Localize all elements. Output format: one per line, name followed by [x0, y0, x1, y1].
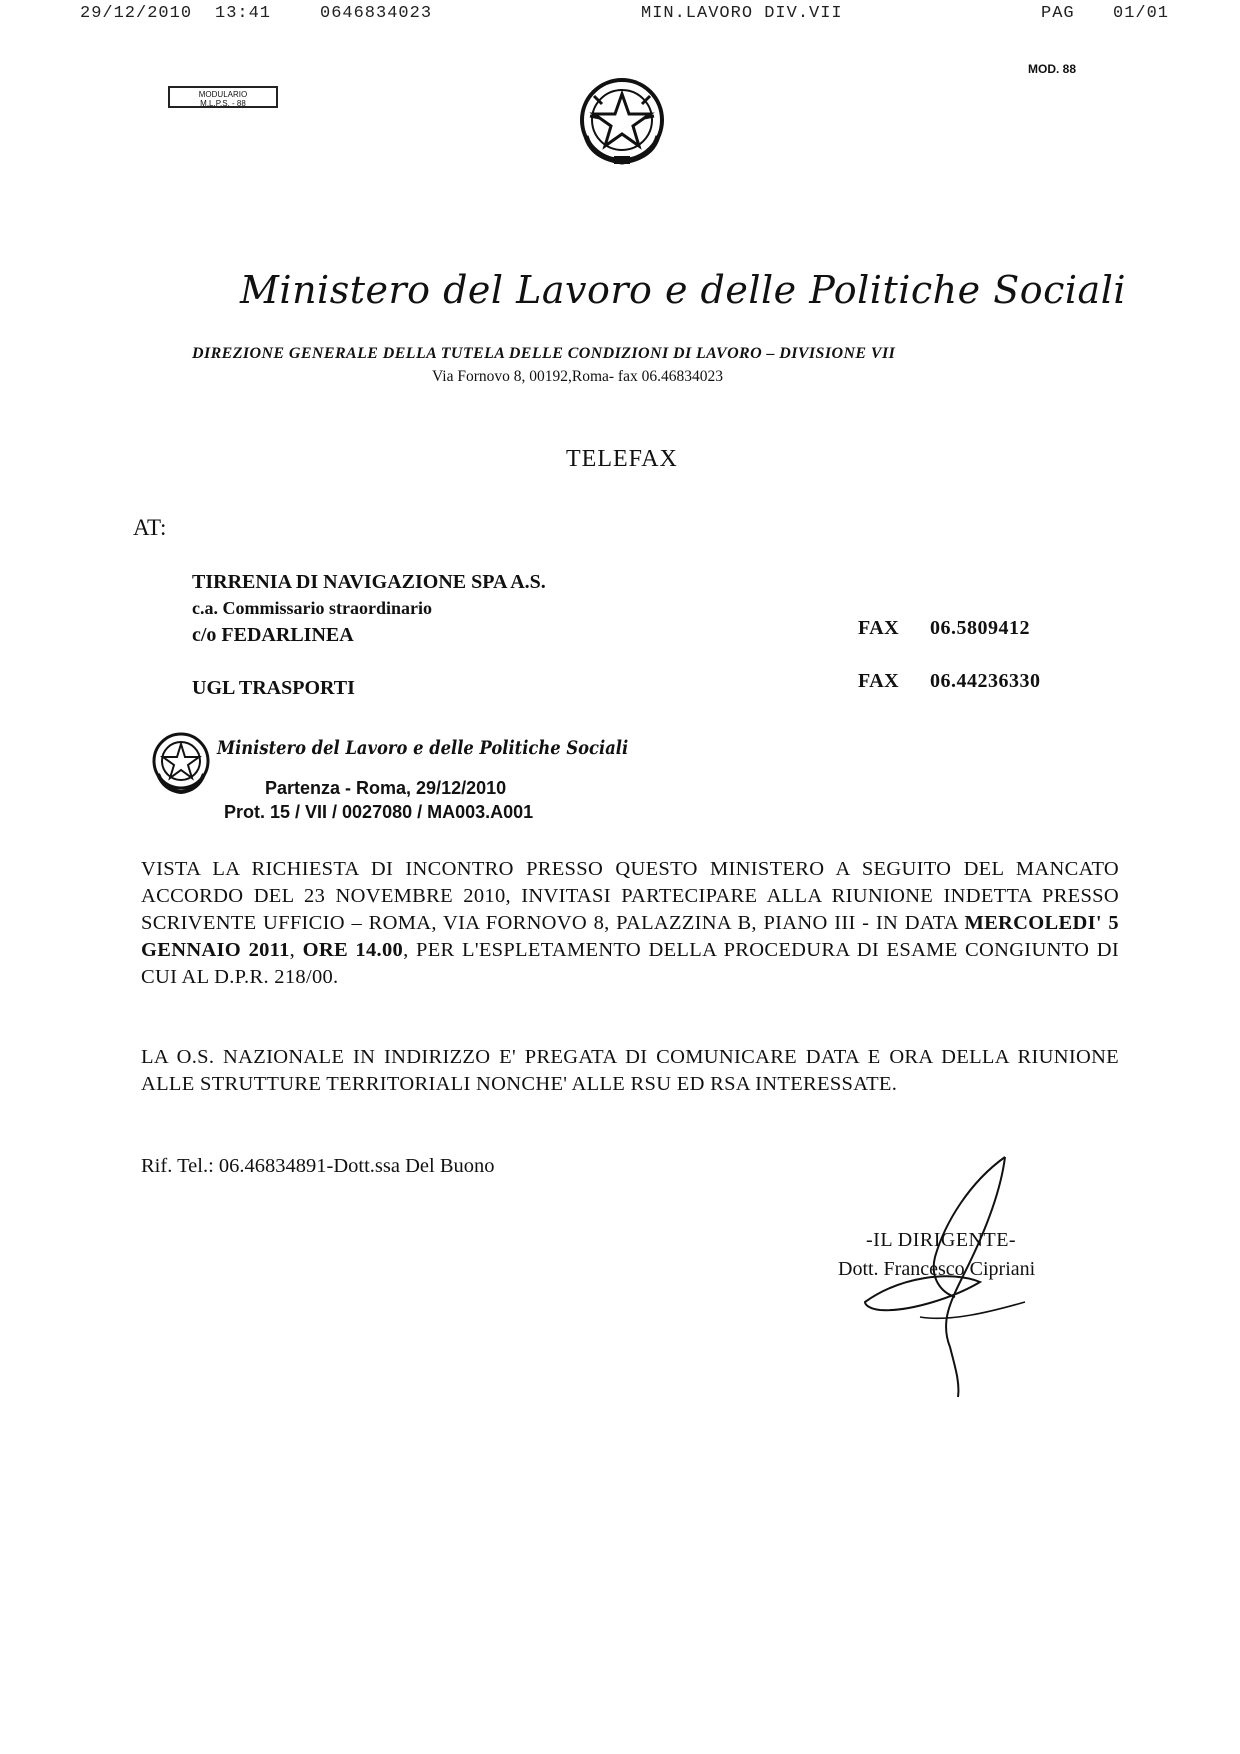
ministry-title: Ministero del Lavoro e delle Politiche Sociali — [240, 268, 1126, 312]
body-paragraph-1-text: VISTA LA RICHIESTA DI INCONTRO PRESSO QUESTO MINISTERO A SEGUITO DEL MANCATO ACCORDO DEL 23 NOVEMBRE 2010, INVITASI PARTECIPARE ALLA RIUNIONE INDETTA PRESSO SCRIVENTE UFFICIO – ROMA, VIA FORNOVO 8, PALAZZINA B, PIANO III - IN DATA — [141, 858, 1119, 934]
recipient-1-care-of: c/o FEDARLINEA — [192, 624, 354, 646]
form-box-line1: MODULARIO — [198, 90, 248, 99]
fax-page-number: 01/01 — [1113, 4, 1170, 23]
recipient-2-fax — [858, 670, 1041, 693]
recipients-label: AT: — [133, 515, 167, 540]
fax-number: 0646834023 — [320, 4, 433, 23]
signatory-role: -IL DIRIGENTE- — [866, 1229, 1017, 1251]
fax-page-label: PAG — [1041, 4, 1075, 23]
form-mark: MOD. 88 — [1028, 62, 1077, 76]
recipient-1-fax-number: 06.5809412 — [930, 617, 1030, 639]
stamp-ministry-name: Ministero del Lavoro e delle Politiche Sociali — [217, 737, 629, 759]
body-paragraph-1 — [141, 856, 1119, 991]
recipient-1-name: TIRRENIA DI NAVIGAZIONE SPA A.S. — [192, 571, 546, 593]
stamp-protocol-number: Prot. 15 / VII / 0027080 / MA003.A001 — [224, 802, 534, 822]
fax-date: 29/12/2010 — [80, 4, 193, 23]
office-address: Via Fornovo 8, 00192,Roma- fax 06.46834023 — [432, 368, 723, 385]
directorate-heading: DIREZIONE GENERALE DELLA TUTELA DELLE CONDIZIONI DI LAVORO – DIVISIONE VII — [192, 345, 896, 362]
form-box — [168, 86, 278, 108]
recipient-2-fax-label: FAX — [858, 670, 900, 692]
meeting-time: ORE 14.00 — [302, 939, 404, 961]
body-paragraph-1-end: , PER L'ESPLETAMENTO DELLA PROCEDURA DI ESAME CONGIUNTO DI CUI AL D.P.R. 218/00. — [141, 939, 1119, 988]
body-paragraph-2: LA O.S. NAZIONALE IN INDIRIZZO E' PREGATA DI COMUNICARE DATA E ORA DELLA RIUNIONE ALLE STRUTTURE TERRITORIALI NONCHE' ALLE RSU ED RSA INTERESSATE. — [141, 1046, 1119, 1095]
fax-sender: MIN.LAVORO DIV.VII — [641, 4, 843, 23]
recipient-1-fax — [858, 617, 1030, 640]
body-paragraph-1-separator: , — [289, 939, 296, 961]
recipient-1-fax-label: FAX — [858, 617, 900, 639]
italian-republic-emblem — [572, 76, 672, 168]
contact-reference: Rif. Tel.: 06.46834891-Dott.ssa Del Buono — [141, 1155, 495, 1177]
signatory-name: Dott. Francesco Cipriani — [838, 1258, 1036, 1280]
stamp-emblem-icon — [150, 730, 212, 796]
recipient-2-fax-number: 06.44236330 — [930, 670, 1041, 692]
recipient-1-attention: c.a. Commissario straordinario — [192, 598, 432, 618]
form-box-line2: M.L.P.S. - 88 — [200, 99, 246, 108]
document-type: TELEFAX — [566, 446, 678, 472]
meeting-date: MERCOLEDI' 5 GENNAIO 2011 — [141, 912, 1119, 961]
recipient-2-name: UGL TRASPORTI — [192, 677, 355, 699]
stamp-departure-date: Partenza - Roma, 29/12/2010 — [265, 778, 507, 798]
fax-time: 13:41 — [215, 4, 272, 23]
